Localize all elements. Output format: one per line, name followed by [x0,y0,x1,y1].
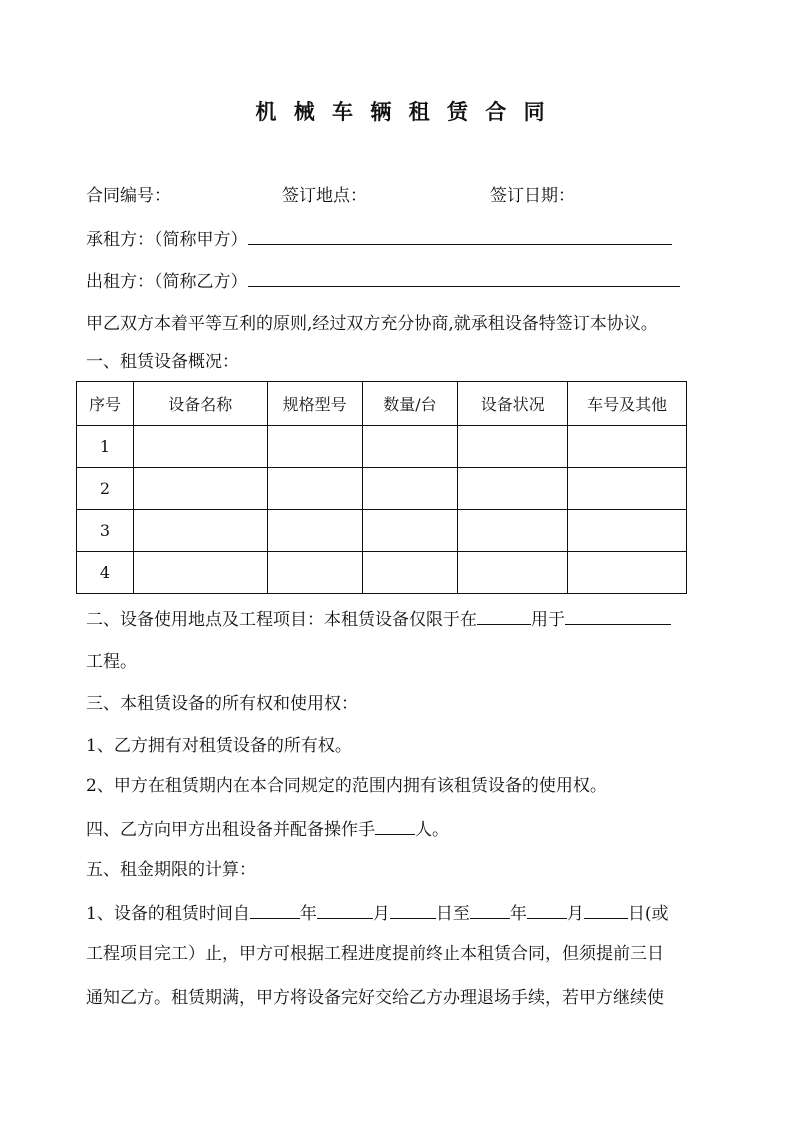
rental-period-text: 1、设备的租赁时间自 [86,904,250,924]
end-day-blank[interactable] [584,900,628,919]
table-cell[interactable] [267,552,362,594]
section4-text: 人。 [415,820,449,840]
lessor-row [86,268,680,294]
table-cell[interactable] [568,510,687,552]
rental-period-text: 年 [299,904,317,924]
row-number-cell: 2 [77,468,134,510]
lessee-blank[interactable] [248,226,672,245]
lessor-blank[interactable] [248,268,680,287]
row-number-cell: 1 [77,426,134,468]
table-cell[interactable] [568,552,687,594]
title-char: 机 [255,99,277,124]
section3-item-2: 2、甲方在租赁期内在本合同规定的范围内拥有该租赁设备的使用权。 [86,776,607,796]
sign-date-label: 签订日期： [490,186,575,206]
table-header-cell: 设备状况 [458,382,568,426]
table-row [77,552,687,594]
rental-period-text: 月 [372,904,390,924]
rental-period-text: 年 [509,904,527,924]
table-cell[interactable] [133,552,267,594]
table-cell[interactable] [133,510,267,552]
start-year-blank[interactable] [250,900,300,919]
title-char: 辆 [370,99,392,124]
section2-row [86,606,671,632]
row-number-cell: 4 [77,552,134,594]
section4-row [86,816,449,842]
table-cell[interactable] [568,426,687,468]
table-header-cell: 设备名称 [133,382,267,426]
table-header-row [77,382,687,426]
table-cell[interactable] [267,468,362,510]
row-number-cell: 3 [77,510,134,552]
section1-title: 一、租赁设备概况： [86,352,239,372]
project-name-blank[interactable] [565,606,671,625]
lessee-label: 承租方：（简称甲方） [86,230,248,250]
rental-period-text: 月 [566,904,584,924]
title-char: 赁 [446,99,468,124]
table-cell[interactable] [362,510,458,552]
document-title [0,96,800,126]
section5-line-3: 通知乙方。租赁期满，甲方将设备完好交给乙方办理退场手续，若甲方继续使 [86,988,664,1008]
table-cell[interactable] [458,510,568,552]
title-char: 合 [485,99,507,124]
rental-period-text: 日至 [435,904,470,924]
table-cell[interactable] [568,468,687,510]
table-cell[interactable] [133,426,267,468]
lessee-row [86,226,672,252]
title-char: 械 [293,99,315,124]
table-cell[interactable] [458,552,568,594]
table-cell[interactable] [458,468,568,510]
table-cell[interactable] [133,468,267,510]
contract-meta-row [86,184,726,208]
table-cell[interactable] [362,468,458,510]
rental-period-text: 日(或 [627,904,669,924]
table-cell[interactable] [362,552,458,594]
table-row [77,468,687,510]
title-char: 车 [332,99,354,124]
start-day-blank[interactable] [390,900,436,919]
sign-place-label: 签订地点： [282,186,367,206]
equipment-table [76,381,687,594]
table-header-cell: 序号 [77,382,134,426]
table-row [77,426,687,468]
section2-continued: 工程。 [86,652,137,672]
table-cell[interactable] [267,510,362,552]
title-char: 租 [408,99,430,124]
lessor-label: 出租方：（简称乙方） [86,272,248,292]
section5-title: 五、租金期限的计算： [86,860,256,880]
section4-text: 四、乙方向甲方出租设备并配备操作手 [86,820,375,840]
contract-number-label: 合同编号： [86,186,171,206]
section3-title: 三、本租赁设备的所有权和使用权： [86,694,358,714]
title-char: 同 [523,99,545,124]
table-header-cell: 数量/台 [362,382,458,426]
section5-line-2: 工程项目完工）止，甲方可根据工程进度提前终止本租赁合同，但须提前三日 [86,944,664,964]
table-row [77,510,687,552]
section2-text: 用于 [531,610,565,630]
table-header-cell: 规格型号 [267,382,362,426]
section2-text: 二、设备使用地点及工程项目：本租赁设备仅限于在 [86,610,477,630]
usage-location-blank[interactable] [477,606,531,625]
start-month-blank[interactable] [317,900,373,919]
table-cell[interactable] [458,426,568,468]
table-cell[interactable] [362,426,458,468]
table-cell[interactable] [267,426,362,468]
section3-item-1: 1、乙方拥有对租赁设备的所有权。 [86,736,352,756]
end-month-blank[interactable] [527,900,567,919]
operator-count-blank[interactable] [375,816,415,835]
table-header-cell: 车号及其他 [568,382,687,426]
section5-item-1 [86,900,668,926]
intro-paragraph: 甲乙双方本着平等互利的原则,经过双方充分协商,就承租设备特签订本协议。 [86,314,658,334]
end-year-blank[interactable] [470,900,510,919]
